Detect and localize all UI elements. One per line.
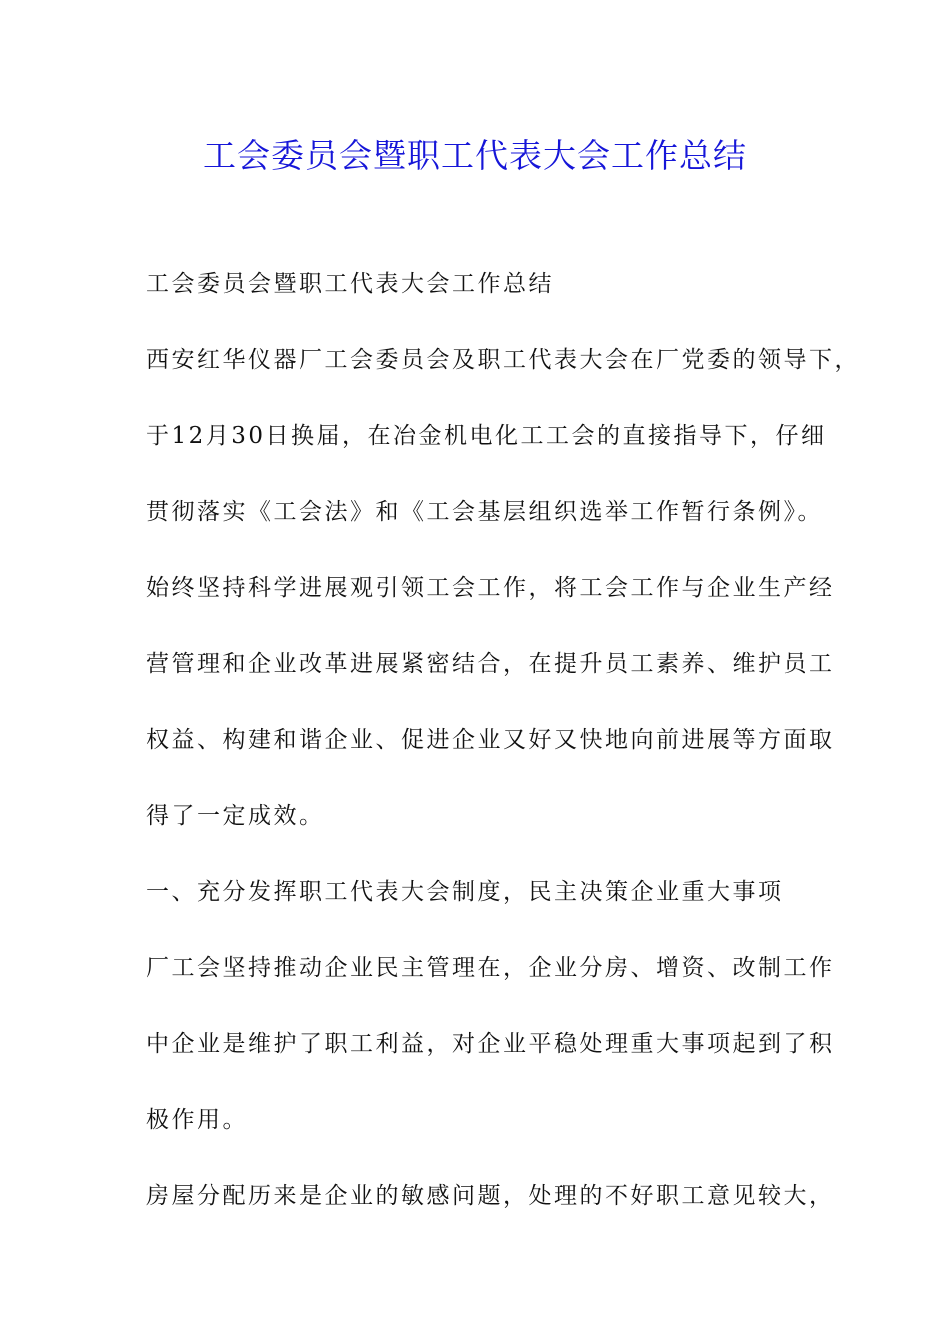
body-line: 营管理和企业改革进展紧密结合，在提升员工素养、维护员工	[146, 651, 835, 677]
document-body	[146, 262, 860, 1250]
body-line: 权益、构建和谐企业、促进企业又好又快地向前进展等方面取	[146, 727, 835, 753]
body-line: 房屋分配历来是企业的敏感问题，处理的不好职工意见较大，	[146, 1183, 835, 1209]
document-title: 工会委员会暨职工代表大会工作总结	[203, 136, 747, 175]
body-line: 始终坚持科学进展观引领工会工作，将工会工作与企业生产经	[146, 575, 835, 601]
body-line: 贯彻落实《工会法》和《工会基层组织选举工作暂行条例》。	[146, 499, 823, 525]
body-line: 厂工会坚持推动企业民主管理在，企业分房、增资、改制工作	[146, 955, 835, 981]
body-line: 得了一定成效。	[146, 803, 325, 829]
section-heading: 一、充分发挥职工代表大会制度，民主决策企业重大事项	[146, 879, 784, 905]
body-line: 极作用。	[146, 1107, 248, 1133]
body-line: 中企业是维护了职工利益，对企业平稳处理重大事项起到了积	[146, 1031, 835, 1057]
body-line: 西安红华仪器厂工会委员会及职工代表大会在厂党委的领导下，	[146, 347, 860, 373]
body-line: 于12月30日换届，在冶金机电化工工会的直接指导下，仔细	[146, 423, 827, 449]
body-line-subtitle: 工会委员会暨职工代表大会工作总结	[146, 271, 554, 297]
